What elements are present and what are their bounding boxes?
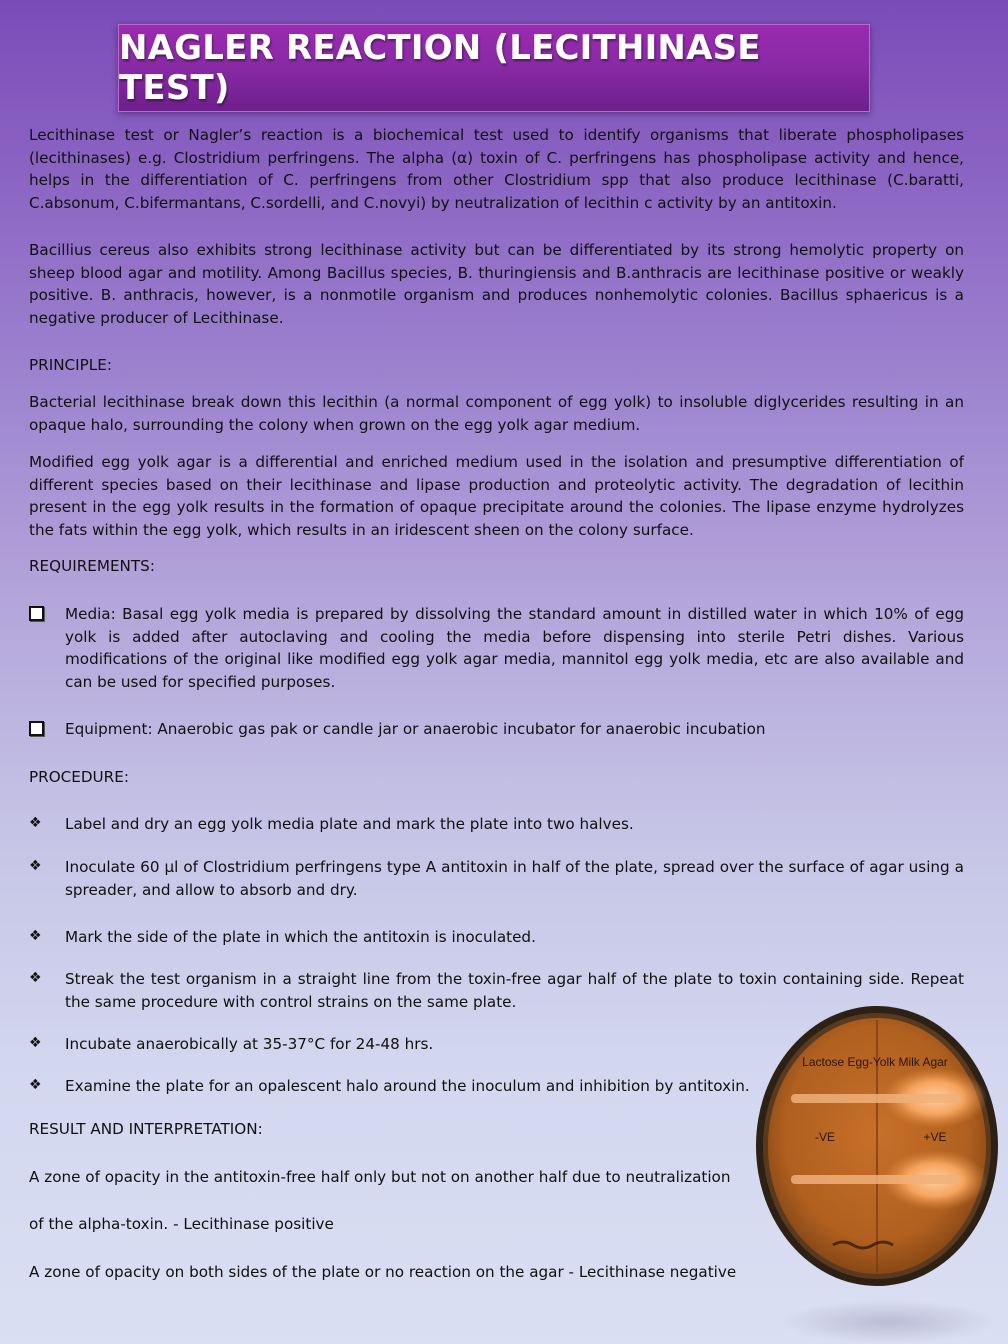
procedure-text: Label and dry an egg yolk media plate and mark the plate into two halves. [65,815,634,833]
requirement-item [29,603,964,693]
diamond-bullet-icon: ❖ [29,928,42,944]
title-banner [118,24,870,112]
principle-paragraph-1: Bacterial lecithinase break down this lecithin (a normal component of egg yolk) to insoluble diglycerides resulting in an opaque halo, surrounding the colony when grown on the egg yolk agar medium. [29,393,964,434]
principle-paragraph-2: Modified egg yolk agar is a differential and enriched medium used in the isolation and presumptive differentiation of different species based on their lecithinase and lipase production and proteolytic activity. The degradation of lecithin present in the egg yolk results in the formation of opaque precipitate around the colonies. The lipase enzyme hydrolyzes the fats within the egg yolk, which results in an iridescent sheen on the colony surface. [29,453,964,539]
diamond-bullet-icon: ❖ [29,858,42,874]
checkbox-bullet-icon [29,719,47,737]
requirement-text: Equipment: Anaerobic gas pak or candle jar or anaerobic incubator for anaerobic incubation [65,720,766,738]
streak-line [791,1094,961,1103]
intro-paragraph-2: Bacillius cereus also exhibits strong lecithinase activity but can be differentiated by its strong hemolytic property on sheep blood agar and motility. Among Bacillus species, B. thuringiensis and B.anthracis are lecithinase positive or weakly positive. B. anthracis, however, is a nonmotile organism and produces nonhemolytic colonies. Bacillus sphaericus is a negative producer of Lecithinase. [29,241,964,327]
page-title: NAGLER REACTION (LECITHINASE TEST) [119,28,761,108]
procedure-text: Examine the plate for an opalescent halo around the inoculum and inhibition by antitoxin. [65,1077,750,1095]
plate-label: Lactose Egg-Yolk Milk Agar [802,1055,948,1069]
procedure-heading: PROCEDURE: [29,768,129,786]
requirements-heading: REQUIREMENTS: [29,557,155,575]
checkbox-bullet-icon [29,604,47,622]
positive-label: +VE [923,1130,947,1144]
result-line-1: A zone of opacity in the antitoxin-free half only but not on another half due to neutralization [29,1168,731,1186]
procedure-text: Mark the side of the plate in which the antitoxin is inoculated. [65,928,536,946]
plate-shadow [778,1300,998,1344]
requirement-item [29,718,964,741]
procedure-step [29,813,964,836]
result-heading: RESULT AND INTERPRETATION: [29,1120,263,1138]
procedure-text: Incubate anaerobically at 35-37°C for 24-48 hrs. [65,1035,434,1053]
diamond-bullet-icon: ❖ [29,970,42,986]
procedure-step [29,926,964,949]
procedure-text: Streak the test organism in a straight line from the toxin-free agar half of the plate to toxin containing side. Repeat the same procedure with control strains on the same plate. [65,970,964,1011]
intro-paragraph-1: Lecithinase test or Nagler’s reaction is a biochemical test used to identify organisms that liberate phospholipases (lecithinases) e.g. Clostridium perfringens. The alpha (α) toxin of C. perfringens has phospholipase activity and hence, helps in the differentiation of C. perfringens from other Clostridium spp that also produce lecithinase (C.baratti, C.absonum, C.bifermantans, C.sordelli, and C.novyi) by neutralization of lecithin c activity by an antitoxin. [29,126,964,212]
streak-line [791,1175,961,1184]
result-line-2: of the alpha-toxin. - Lecithinase positive [29,1215,334,1233]
procedure-step [29,856,964,901]
principle-heading: PRINCIPLE: [29,356,112,374]
requirement-text: Media: Basal egg yolk media is prepared by dissolving the standard amount in distilled water in which 10% of egg yolk is added after autoclaving and cooling the media before dispensing into sterile Petri dishes. Various modifications of the original like modified egg yolk agar media, mannitol egg yolk media, etc are also available and can be used for specified purposes. [65,605,964,691]
result-line-3: A zone of opacity on both sides of the plate or no reaction on the agar - Lecithinase negative [29,1263,737,1281]
diamond-bullet-icon: ❖ [29,815,42,831]
agar-plate-image [755,1005,999,1287]
diamond-bullet-icon: ❖ [29,1077,42,1093]
negative-label: -VE [814,1130,836,1144]
procedure-text: Inoculate 60 µl of Clostridium perfringens type A antitoxin in half of the plate, spread over the surface of agar using a spreader, and allow to absorb and dry. [65,858,964,899]
diamond-bullet-icon: ❖ [29,1035,42,1051]
